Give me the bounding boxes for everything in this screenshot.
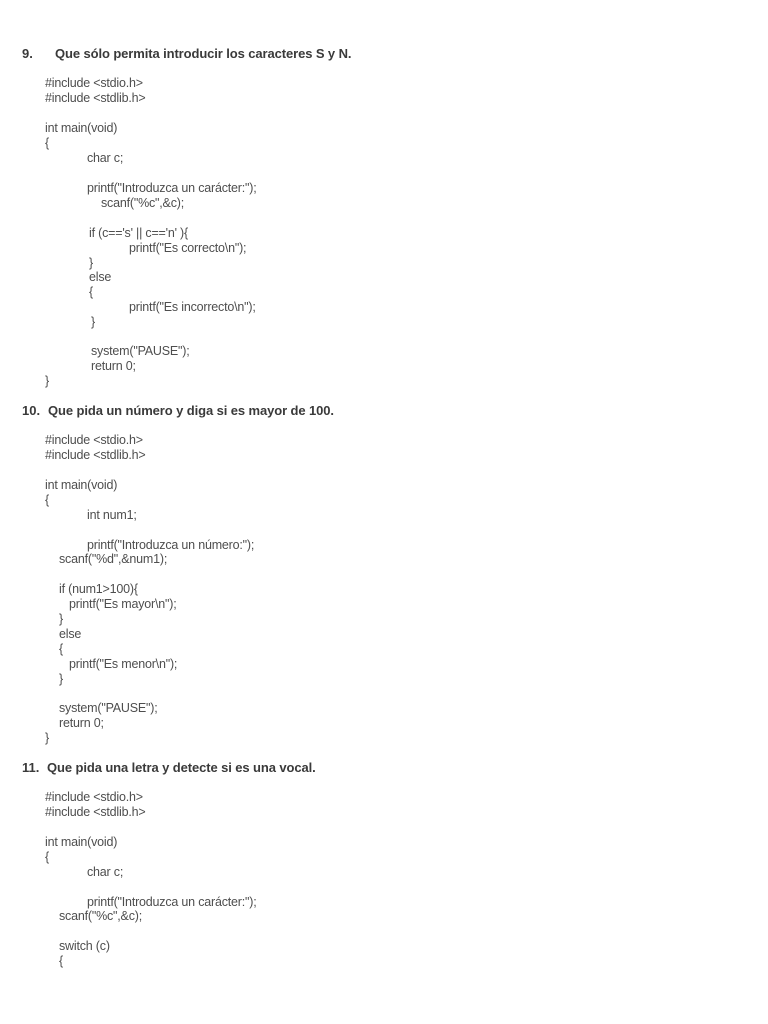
code-line: printf("Es incorrecto\n"); [129, 300, 256, 314]
code-line: char c; [87, 865, 124, 879]
exercise-number: 9. [22, 46, 33, 61]
exercise-title: Que pida un número y diga si es mayor de 100. [48, 403, 334, 418]
code-line: system("PAUSE"); [59, 701, 158, 715]
exercise-title: Que pida una letra y detecte si es una vocal. [47, 760, 316, 775]
code-line: { [59, 642, 63, 656]
code-line: int main(void) [45, 478, 118, 492]
code-line: #include <stdlib.h> [45, 805, 146, 819]
code-line: printf("Es mayor\n"); [69, 597, 177, 611]
exercise-number: 11. [22, 760, 40, 775]
code-line: #include <stdio.h> [45, 790, 143, 804]
code-line: } [89, 256, 93, 270]
code-line: system("PAUSE"); [91, 344, 190, 358]
code-line: switch (c) [59, 939, 110, 953]
code-line: char c; [87, 151, 124, 165]
code-line: #include <stdlib.h> [45, 91, 146, 105]
code-line: { [89, 285, 93, 299]
code-line: #include <stdio.h> [45, 76, 143, 90]
exercise-title: Que sólo permita introducir los caracteres S y N. [55, 46, 352, 61]
code-line: if (num1>100){ [59, 582, 138, 596]
code-line: } [59, 672, 63, 686]
code-line: else [59, 627, 82, 641]
code-line: #include <stdlib.h> [45, 448, 146, 462]
code-line: } [45, 731, 49, 745]
code-line: scanf("%c",&c); [101, 196, 184, 210]
code-line: printf("Es correcto\n"); [129, 241, 247, 255]
code-line: { [45, 493, 49, 507]
code-line: int main(void) [45, 835, 118, 849]
code-line: scanf("%d",&num1); [59, 552, 168, 566]
code-line: printf("Es menor\n"); [69, 657, 178, 671]
code-line: { [45, 850, 49, 864]
code-line: return 0; [59, 716, 104, 730]
code-line: else [89, 270, 112, 284]
code-line: } [45, 374, 49, 388]
code-line: int main(void) [45, 121, 118, 135]
code-line: } [59, 612, 63, 626]
code-line: return 0; [91, 359, 136, 373]
code-line: { [59, 954, 63, 968]
exercise-number: 10. [22, 403, 41, 418]
code-line: { [45, 136, 49, 150]
code-line: scanf("%c",&c); [59, 909, 142, 923]
code-line: int num1; [87, 508, 137, 522]
code-line: } [91, 315, 95, 329]
code-line: printf("Introduzca un carácter:"); [87, 181, 257, 195]
code-line: printf("Introduzca un carácter:"); [87, 895, 257, 909]
code-line: if (c=='s' || c=='n' ){ [89, 226, 188, 240]
code-line: printf("Introduzca un número:"); [87, 538, 255, 552]
code-line: #include <stdio.h> [45, 433, 143, 447]
